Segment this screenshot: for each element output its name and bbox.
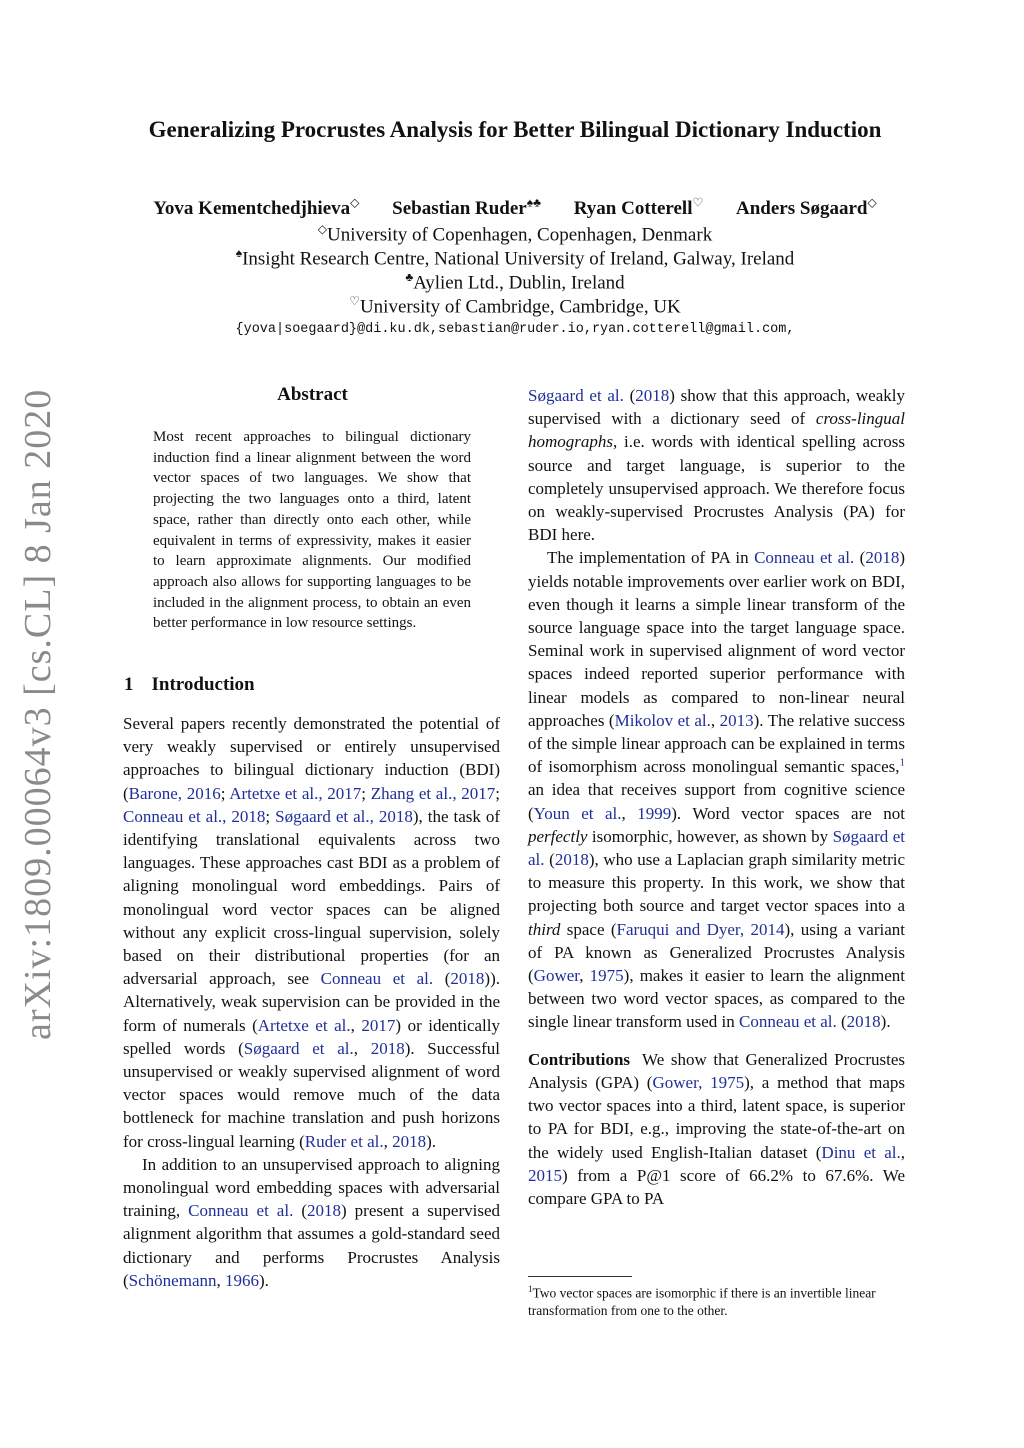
text-run: The implementation of PA in: [547, 548, 755, 568]
citation-link[interactable]: 1999: [637, 803, 672, 823]
text-run: ;: [265, 806, 276, 826]
text-run: ;: [361, 783, 371, 803]
citation-link[interactable]: Conneau et al., 2018: [123, 806, 266, 826]
footnote: $^1$Two vector spaces are isomorphic if there is an invertible linear transformation from one to the other.: [528, 1284, 876, 1318]
body-paragraph: [528, 546, 905, 1033]
text-run: ). Successful unsupervised or weakly supervised alignment of word vector spaces would remove much of the data bottleneck for machine translation and push horizons for cross-lingual learning (: [123, 1038, 501, 1151]
emphasis: cross-lingual homographs: [528, 409, 905, 452]
text-run: ,: [900, 1142, 905, 1162]
text-run: )). Alternatively, weak supervision can be provided in the form of numerals (: [123, 969, 500, 1035]
contributions-paragraph: [528, 1048, 905, 1210]
text-run: , i.e. words with identical spelling across source and target language, is superior to the completely unsupervised approach. We therefore focus on weakly-supervised Procrustes Analysis (PA) for BDI here.: [528, 432, 905, 545]
citation-link[interactable]: 2018: [635, 386, 670, 405]
text-run: ), who use a Laplacian graph similarity metric to measure this property. In this work, we show that projecting both source and target vector spaces into a: [528, 850, 905, 916]
citation-link[interactable]: Gower, 1975: [652, 1072, 745, 1092]
text-run: space (: [560, 919, 617, 939]
text-run: ) yields notable improvements over earlier work on BDI, even though it learns a simple linear transform of the source language space into the target language space. Seminal work in supervised alignment of word vector spaces indeed reported superior performance with linear models as compared to non-linear neural approaches (: [528, 548, 905, 730]
left-column: [123, 712, 500, 1292]
text-run: ) from a P@1 score of 66.2% to 67.6%. We compare GPA to PA: [528, 1165, 905, 1208]
section-heading: 1 Introduction: [124, 674, 255, 695]
text-run: ), a method that maps two vector spaces into a third, latent space, is superior to PA for BDI, e.g., improving the state-of-the-art on the widely used English-Italian dataset (: [528, 1072, 905, 1162]
citation-link[interactable]: Barone, 2016: [128, 783, 221, 803]
text-run: (: [623, 386, 636, 405]
text-run: ,: [621, 803, 638, 823]
text-run: ) show that this approach, weakly supervised with a dictionary seed of: [528, 386, 905, 429]
citation-link[interactable]: Ruder et al.: [304, 1131, 384, 1151]
affiliation: ♡University of Cambridge, Cambridge, UK: [349, 294, 681, 318]
citation-link[interactable]: Dinu et al.: [821, 1142, 901, 1162]
text-run: ) or identically spelled words (: [123, 1015, 501, 1058]
citation-link[interactable]: 2018: [554, 850, 589, 870]
abstract-text: Most recent approaches to bilingual dictionary induction find a linear alignment between the word vector spaces of two languages. We show that projecting the two languages onto a third, latent space, rather than directly onto each other, while equivalent in terms of expressivity, makes it easier to learn approximate alignments. Our modified approach also allows for supporting languages to be included in the alignment process, to obtain an even better performance in low resource settings.: [153, 429, 471, 632]
emphasis: third: [528, 919, 561, 939]
author: Sebastian Ruder♠♣: [392, 196, 541, 220]
citation-link[interactable]: 2013: [719, 710, 754, 730]
footnote-mark[interactable]: 1: [899, 756, 905, 769]
author-emails[interactable]: {yova|soegaard}@di.ku.dk,sebastian@ruder.io,ryan.cotterell@gmail.com,: [235, 322, 795, 337]
text-run: ). The relative success of the simple linear approach can be explained in terms of isomorphism across monolingual semantic spaces,: [528, 710, 905, 777]
author: Anders Søgaard◇: [736, 196, 877, 220]
intro-paragraph: [123, 712, 500, 1153]
text-run: ), makes it easier to learn the alignment between two word vector spaces, as compared to the single linear transform used in: [528, 966, 906, 1032]
citation-link[interactable]: 1975: [589, 966, 624, 986]
body-paragraph: [528, 384, 905, 546]
citation-link[interactable]: 2018: [450, 969, 485, 989]
citation-link[interactable]: Søgaard et al.: [528, 386, 624, 405]
text-run: ;: [220, 783, 230, 803]
text-run: ,: [383, 1131, 393, 1151]
text-run: ).: [259, 1270, 269, 1290]
arxiv-identifier: arXiv:1809.00064v3 [cs.CL] 8 Jan 2020: [17, 388, 59, 1040]
citation-link[interactable]: Artetxe et al.: [257, 1015, 351, 1035]
citation-link[interactable]: 2018: [370, 1038, 405, 1058]
citation-link[interactable]: 1966: [225, 1270, 259, 1290]
citation-link[interactable]: Conneau et al.: [320, 969, 434, 989]
citation-link[interactable]: Schönemann: [128, 1270, 217, 1290]
contributions-heading: Contributions: [528, 1049, 631, 1069]
text-run: ,: [579, 966, 590, 986]
text-run: ), the task of identifying translational equivalents across two languages. These approaches cast BDI as a problem of aligning monolingual word embeddings. Pairs of monolingual word vector spaces can be aligned without any explicit cross-lingual supervision, solely based on their distributional properties (for an adversarial approach, see: [123, 806, 500, 989]
author: Ryan Cotterell♡: [573, 196, 704, 220]
author: Yova Kementchedjhieva◇: [153, 196, 360, 220]
affiliation: ♣Aylien Ltd., Dublin, Ireland: [405, 270, 625, 294]
text-run: isomorphic, however, as shown by: [587, 826, 833, 846]
text-run: ).: [880, 1012, 891, 1032]
text-run: ;: [495, 783, 500, 803]
citation-link[interactable]: 2018: [392, 1131, 427, 1151]
text-run: In addition to an unsupervised approach to aligning monolingual word embedding spaces with adversarial training,: [123, 1154, 500, 1221]
citation-link[interactable]: Artetxe et al., 2017: [229, 783, 362, 803]
citation-link[interactable]: Søgaard et al., 2018: [275, 806, 413, 826]
text-run: ) present a supervised alignment algorithm that assumes a gold-standard seed dictionary and performs Procrustes Analysis (: [123, 1201, 500, 1290]
citation-link[interactable]: Mikolov et al.: [614, 710, 711, 730]
text-run: We show that Generalized Procrustes Analysis (GPA) (: [528, 1049, 905, 1092]
citation-link[interactable]: Søgaard et al.: [528, 826, 905, 870]
text-run: ,: [216, 1270, 225, 1290]
text-run: ,: [353, 1038, 371, 1058]
text-run: ).: [426, 1131, 437, 1151]
text-run: Several papers recently demonstrated the potential of very weakly supervised or entirely unsupervised approaches to bilingual dictionary induction (BDI) (: [123, 714, 500, 803]
citation-link[interactable]: 2018: [865, 548, 900, 568]
citation-link[interactable]: Søgaard et al.: [243, 1038, 354, 1058]
text-run: ,: [710, 710, 720, 730]
citation-link[interactable]: 2018: [846, 1012, 881, 1032]
citation-link[interactable]: 2018: [307, 1201, 341, 1221]
affiliation: ◇University of Copenhagen, Copenhagen, Denmark: [317, 222, 713, 246]
text-run: (: [293, 1201, 307, 1221]
abstract-heading: Abstract: [277, 384, 348, 405]
footnote-rule: [528, 1276, 632, 1277]
citation-link[interactable]: 2017: [361, 1015, 396, 1035]
citation-link[interactable]: Youn et al.: [533, 803, 622, 823]
text-run: ,: [350, 1015, 362, 1035]
intro-paragraph: [123, 1153, 500, 1292]
text-run: (: [544, 850, 555, 870]
text-run: (: [836, 1012, 847, 1032]
text-run: (: [854, 548, 866, 568]
right-column: [528, 384, 905, 1210]
citation-link[interactable]: 2015: [528, 1165, 562, 1185]
text-run: an idea that receives support from cognitive science (: [528, 780, 905, 823]
citation-link[interactable]: Gower: [533, 966, 580, 986]
author-list: [100, 196, 930, 220]
citation-link[interactable]: Conneau et al.: [754, 548, 855, 568]
citation-link[interactable]: Zhang et al., 2017: [370, 783, 496, 803]
text-run: (: [433, 969, 451, 989]
citation-link[interactable]: Conneau et al.: [188, 1201, 294, 1221]
text-run: ), using a variant of PA known as Generalized Procrustes Analysis (: [528, 919, 905, 986]
citation-link[interactable]: Conneau et al.: [739, 1012, 837, 1032]
affiliation: ♠Insight Research Centre, National University of Ireland, Galway, Ireland: [235, 246, 795, 270]
text-run: ). Word vector spaces are not: [671, 803, 905, 823]
citation-link[interactable]: Faruqui and Dyer, 2014: [616, 919, 785, 939]
paper-title: Generalizing Procrustes Analysis for Better Bilingual Dictionary Induction: [148, 117, 882, 142]
emphasis: perfectly: [528, 826, 588, 846]
